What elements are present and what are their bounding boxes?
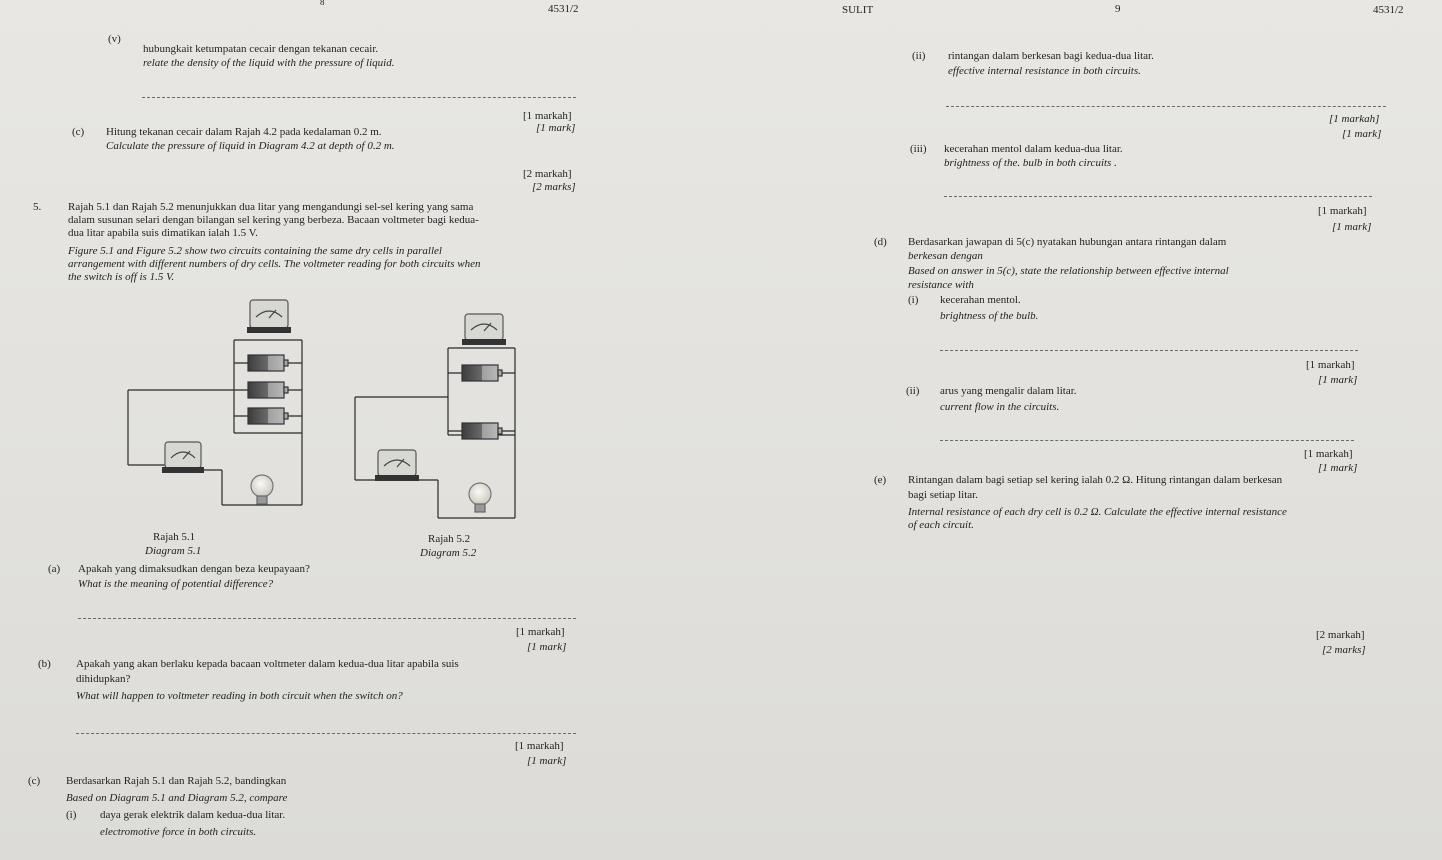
answer-line[interactable] [76,733,576,734]
q5c-i-english: electromotive force in both circuits. [100,826,257,838]
q5e-malay-line2: bagi setiap litar. [908,489,978,501]
q5d-ii-mark-english: [1 mark] [1318,462,1358,474]
q4v-mark-english: [1 mark] [536,122,576,134]
q5c-ii-mark-malay: [1 markah] [1329,113,1380,125]
q5c-iii-english: brightness of the. bulb in both circuits . [944,157,1117,169]
q4c-english: Calculate the pressure of liquid in Diagram 4.2 at depth of 0.2 m. [106,140,395,152]
q5b-malay-line2: dihidupkan? [76,673,131,685]
dry-cell-icon [248,355,284,371]
bulb-icon [251,475,273,497]
diagram-5-2-malay: Rajah 5.2 [428,533,471,545]
q5c-malay: Berdasarkan Rajah 5.1 dan Rajah 5.2, bandingkan [66,775,287,787]
q5e-number: (e) [874,474,887,486]
q5d-english-line2: resistance with [908,279,974,291]
answer-line[interactable] [940,440,1354,441]
voltmeter-icon [465,314,503,340]
q5c-i-number: (i) [66,809,77,821]
q5c-ii-number: (ii) [912,50,926,62]
q5c-iii-number: (iii) [910,143,927,155]
q5d-ii-english: current flow in the circuits. [940,401,1060,413]
q5c-iii-mark-english: [1 mark] [1332,221,1372,233]
voltmeter-icon [250,300,288,328]
q5d-malay-line2: berkesan dengan [908,250,983,262]
q5c-ii-mark-english: [1 mark] [1342,128,1382,140]
q5-english-line2: arrangement with different numbers of dry cells. The voltmeter reading for both circuits when [68,258,481,270]
q5c-i-malay: daya gerak elektrik dalam kedua-dua litar. [100,809,286,821]
q4v-english: relate the density of the liquid with the pressure of liquid. [143,57,395,69]
diagram-5-1-english: Diagram 5.1 [145,545,202,557]
page-number: 9 [1115,3,1121,15]
q5d-i-number: (i) [908,294,919,306]
q5d-i-mark-english: [1 mark] [1318,374,1358,386]
q5e-mark-english: [2 marks] [1322,644,1366,656]
q5-english-line1: Figure 5.1 and Figure 5.2 show two circuits containing the same dry cells in parallel [68,245,442,257]
sulit-label: SULIT [842,4,874,16]
q5b-mark-malay: [1 markah] [515,740,564,752]
q5a-number: (a) [48,563,61,575]
q5d-malay-line1: Berdasarkan jawapan di 5(c) nyatakan hubungan antara rintangan dalam [908,236,1227,248]
q5a-english: What is the meaning of potential difference? [78,578,274,590]
q5e-english-line2: of each circuit. [908,519,974,531]
paper-code-left: 4531/2 [548,3,579,15]
q5a-mark-malay: [1 markah] [516,626,565,638]
q5-malay-line1: Rajah 5.1 dan Rajah 5.2 menunjukkan dua litar yang mengandungi sel-sel kering yang sama [68,201,474,213]
q4v-number: (v) [108,33,121,45]
q5d-i-english: brightness of the bulb. [940,310,1039,322]
top-mark: 8 [320,0,325,7]
dry-cell-icon [248,382,284,398]
q5b-english: What will happen to voltmeter reading in both circuit when the switch on? [76,690,403,702]
q5e-mark-malay: [2 markah] [1316,629,1365,641]
q5c-number: (c) [28,775,41,787]
q5d-english-line1: Based on answer in 5(c), state the relationship between effective internal [908,265,1229,277]
dry-cell-icon [462,423,498,439]
q5c-ii-english: effective internal resistance in both circuits. [948,65,1141,77]
bulb-icon [469,483,491,505]
q5-malay-line2: dalam susunan selari dengan bilangan sel kering yang berbeza. Bacaan voltmeter bagi kedua- [68,214,479,226]
q5-number: 5. [33,201,42,213]
q4c-mark-malay: [2 markah] [523,168,572,180]
q5b-number: (b) [38,658,51,670]
q5b-malay-line1: Apakah yang akan berlaku kepada bacaan voltmeter dalam kedua-dua litar apabila suis [76,658,459,670]
q5d-number: (d) [874,236,887,248]
q5d-ii-malay: arus yang mengalir dalam litar. [940,385,1077,397]
q5e-english-line1: Internal resistance of each dry cell is 0.2 Ω. Calculate the effective internal resistance [908,506,1287,518]
paper-code-right: 4531/2 [1373,4,1404,16]
q5d-i-mark-malay: [1 markah] [1306,359,1355,371]
answer-line[interactable] [946,106,1386,107]
circuit-5-1 [128,300,302,505]
dry-cell-icon [248,408,284,424]
q5-english-line3: the switch is off is 1.5 V. [68,271,175,283]
q4v-mark-malay: [1 markah] [523,110,572,122]
q5c-english: Based on Diagram 5.1 and Diagram 5.2, compare [66,792,288,804]
ammeter-icon [378,450,416,476]
circuit-5-2 [355,314,515,518]
q5d-ii-number: (ii) [906,385,920,397]
answer-line[interactable] [940,350,1358,351]
diagram-5-2-english: Diagram 5.2 [420,547,477,559]
ammeter-icon [165,442,201,468]
q5d-i-malay: kecerahan mentol. [940,294,1021,306]
q5c-iii-mark-malay: [1 markah] [1318,205,1367,217]
q4v-malay: hubungkait ketumpatan cecair dengan tekanan cecair. [143,43,379,55]
dry-cell-icon [462,365,498,381]
q4c-number: (c) [72,126,85,138]
q5b-mark-english: [1 mark] [527,755,567,767]
q5c-iii-malay: kecerahan mentol dalam kedua-dua litar. [944,143,1123,155]
q5-malay-line3: dua litar apabila suis dimatikan ialah 1.5 V. [68,227,258,239]
answer-line[interactable] [78,618,576,619]
q5c-ii-malay: rintangan dalam berkesan bagi kedua-dua litar. [948,50,1154,62]
q5a-malay: Apakah yang dimaksudkan dengan beza keupayaan? [78,563,310,575]
q5a-mark-english: [1 mark] [527,641,567,653]
q4c-mark-english: [2 marks] [532,181,576,193]
circuit-diagrams [110,290,630,530]
answer-line[interactable] [944,196,1372,197]
q5e-malay-line1: Rintangan dalam bagi setiap sel kering ialah 0.2 Ω. Hitung rintangan dalam berkesan [908,474,1283,486]
q4c-malay: Hitung tekanan cecair dalam Rajah 4.2 pada kedalaman 0.2 m. [106,126,382,138]
answer-line[interactable] [142,97,576,98]
q5d-ii-mark-malay: [1 markah] [1304,448,1353,460]
diagram-5-1-malay: Rajah 5.1 [153,531,196,543]
